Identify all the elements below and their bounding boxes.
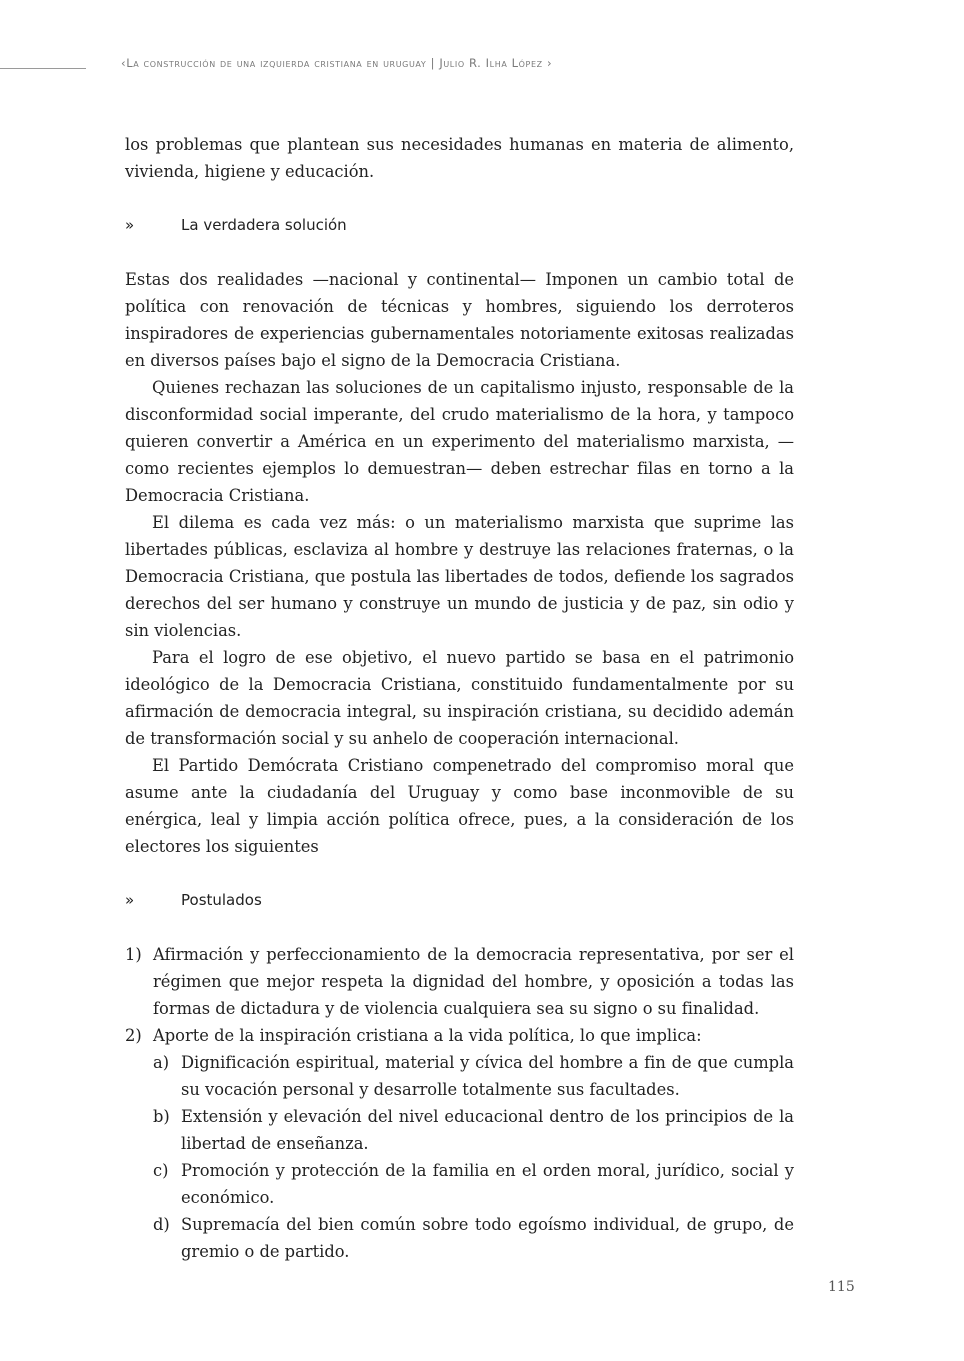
list-item [125, 1022, 794, 1265]
paragraph-5: El Partido Demócrata Cristiano compenetrado del compromiso moral que asume ante la ciudadanía del Uruguay y como base inconmovible de su enérgica, leal y limpia acción política ofrece, pues, a la consideración de los electores los siguientes [125, 756, 794, 856]
section-title: Postulados [181, 891, 262, 909]
list-item [125, 941, 794, 1022]
sub-list-item-text: Dignificación espiritual, material y cívica del hombre a fin de que cumpla su vocación personal y desarrolle totalmente sus facultades. [181, 1053, 794, 1099]
sub-list-item-text: Promoción y protección de la familia en el orden moral, jurídico, social y económico. [181, 1161, 794, 1207]
paragraph-1: Estas dos realidades —nacional y continental— Imponen un cambio total de política con renovación de técnicas y hombres, siguiendo los derroteros inspiradores de experiencias gubernamentales notoriamente exitosas realizadas en diversos países bajo el signo de la Democracia Cristiana. [125, 270, 794, 370]
intro-paragraph: los problemas que plantean sus necesidades humanas en materia de alimento, vivienda, higiene y educación. [125, 135, 794, 181]
paragraph-3: El dilema es cada vez más: o un materialismo marxista que suprime las libertades públicas, esclaviza al hombre y destruye las relaciones fraternas, o la Democracia Cristiana, que postula las libertades de todos, defiende los sagrados derechos del ser humano y construye un mundo de justicia y de paz, sin odio y sin violencias. [125, 513, 794, 640]
list-item-text: Afirmación y perfeccionamiento de la democracia representativa, por ser el régimen que mejor respeta la dignidad del hombre, y oposición a todas las formas de dictadura y de violencia cualquiera sea su signo o su finalidad. [153, 945, 794, 1018]
paragraph-4: Para el logro de ese objetivo, el nuevo partido se basa en el patrimonio ideológico de la Democracia Cristiana, constituido fundamentalmente por su afirmación de democracia integral, su inspiración cristiana, su decidido ademán de transformación social y su anhelo de cooperación internacional. [125, 648, 794, 748]
section-heading-verdadera-solucion [125, 212, 794, 239]
list-item-text: Aporte de la inspiración cristiana a la vida política, lo que implica: [153, 1026, 702, 1045]
page-content [125, 131, 794, 1265]
header-rule [0, 68, 86, 69]
sub-list-item [153, 1103, 794, 1157]
section-marker: » [125, 216, 135, 234]
sub-list-item [153, 1211, 794, 1265]
sub-list-item-text: Supremacía del bien común sobre todo egoísmo individual, de grupo, de gremio o de partido. [181, 1215, 794, 1261]
sub-list-item-letter: d) [153, 1215, 170, 1234]
sub-list-item-letter: c) [153, 1161, 169, 1180]
paragraph-2: Quienes rechazan las soluciones de un capitalismo injusto, responsable de la disconformidad social imperante, del crudo materialismo de la hora, y tampoco quieren convertir a América en un experimento del materialismo marxista, —como recientes ejemplos lo demuestran— deben estrechar filas en torno a la Democracia Cristiana. [125, 378, 794, 505]
sub-list-item-letter: a) [153, 1053, 170, 1072]
sub-list [153, 1049, 794, 1265]
running-header: ‹La construcción de una izquierda cristiana en uruguay | Julio R. Ilha López › [121, 56, 553, 70]
sub-list-item [153, 1049, 794, 1103]
postulados-list [125, 941, 794, 1265]
list-item-number: 1) [125, 945, 142, 964]
list-item-number: 2) [125, 1026, 142, 1045]
sub-list-item-letter: b) [153, 1107, 170, 1126]
sub-list-item [153, 1157, 794, 1211]
sub-list-item-text: Extensión y elevación del nivel educacional dentro de los principios de la libertad de enseñanza. [181, 1107, 794, 1153]
section-marker: » [125, 891, 135, 909]
section-title: La verdadera solución [181, 216, 347, 234]
page-number: 115 [828, 1279, 855, 1295]
section-heading-postulados [125, 887, 794, 914]
